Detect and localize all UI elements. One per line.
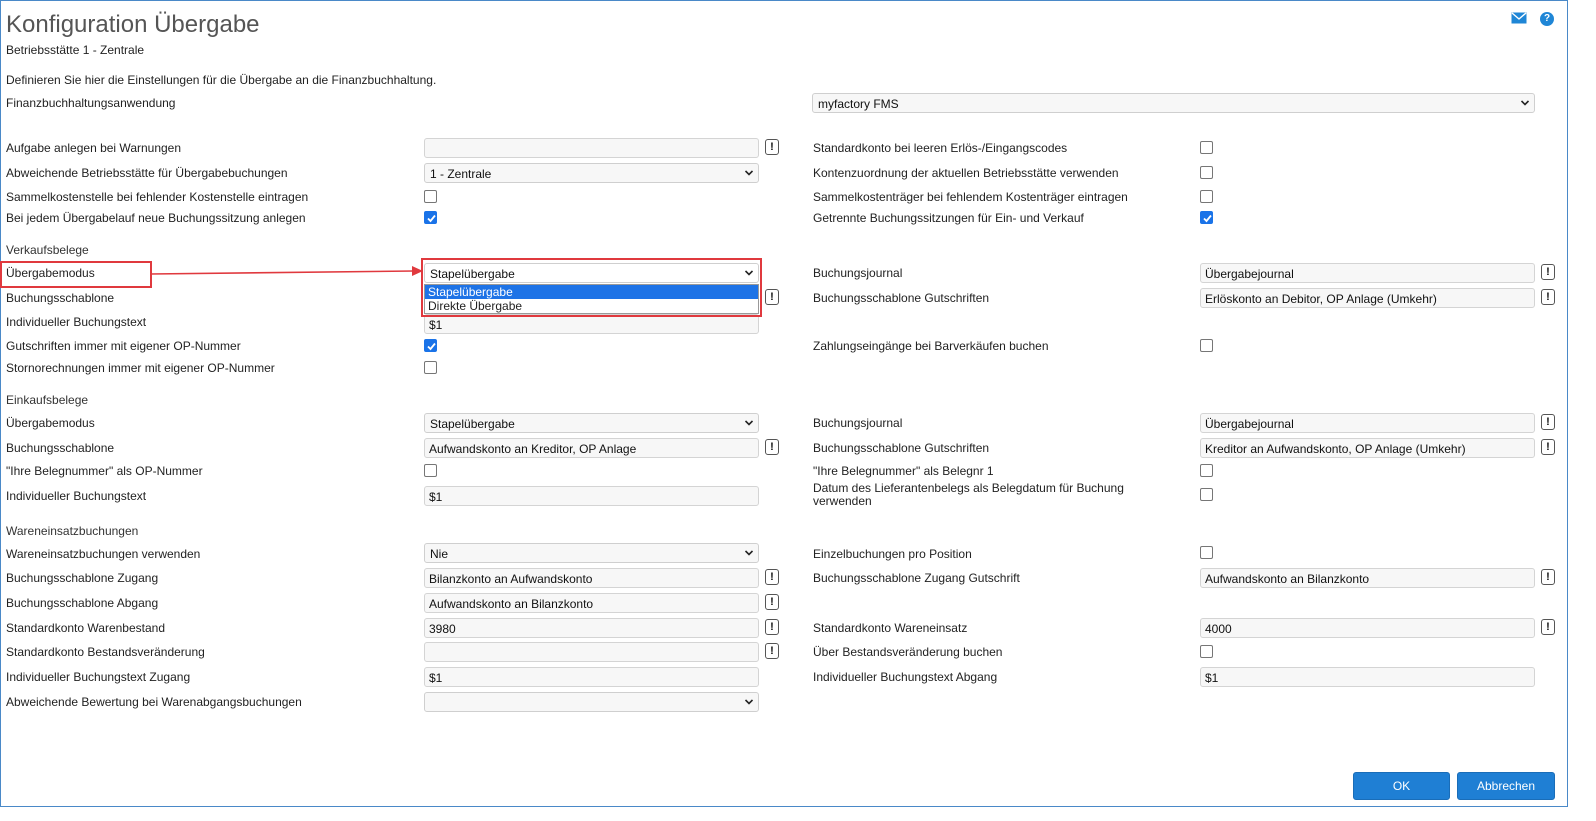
new-session-checkbox[interactable] [424,211,437,224]
change-account-label: Standardkonto Bestandsveränderung [6,645,205,659]
credit-op-checkbox[interactable] [424,339,437,352]
chevron-down-icon [745,169,753,177]
std-account-checkbox[interactable] [1200,141,1213,154]
cancel-button[interactable]: Abbrechen [1457,772,1555,800]
credit-op-label: Gutschriften immer mit eigener OP-Nummer [6,339,241,353]
task-warn-input[interactable] [424,138,759,158]
sales-mode-label: Übergabemodus [6,266,95,280]
sales-template-info-button[interactable]: ! [765,289,779,305]
cash-label: Zahlungseingänge bei Barverkäufen buchen [813,339,1049,353]
sales-mode-value: Stapelübergabe [430,267,515,281]
sales-text-label: Individueller Buchungstext [6,315,147,329]
arrow-icon [150,262,426,282]
supplier-date-label: Datum des Lieferantenbelegs als Belegdatum für Buchung verwenden [813,481,1124,508]
use-account-label: Standardkonto Wareneinsatz [813,621,968,635]
page-subtitle: Betriebsstätte 1 - Zentrale [6,43,145,57]
change-account-input[interactable] [424,642,759,662]
supplier-date-checkbox[interactable] [1200,488,1213,501]
cash-checkbox[interactable] [1200,339,1213,352]
std-account-label: Standardkonto bei leeren Erlös-/Eingangscodes [813,141,1068,155]
purchase-mode-select[interactable] [424,413,759,433]
intro-text: Definieren Sie hier die Einstellungen für die Übergabe an die Finanzbuchhaltung. [6,73,437,87]
goods-use-select[interactable] [424,543,759,563]
task-warn-info-button[interactable]: ! [765,139,779,155]
text-out-input[interactable]: $1 [1200,667,1535,687]
sales-mode-option[interactable]: Stapelübergabe [425,285,758,299]
alt-rating-label: Abweichende Bewertung bei Warenabgangsbuchungen [6,695,302,709]
chevron-down-icon [745,269,753,277]
your-doc-no-checkbox[interactable] [1200,464,1213,477]
your-doc-op-label: "Ihre Belegnummer" als OP-Nummer [6,464,203,478]
in-credit-template-info-button[interactable]: ! [1541,569,1555,585]
sales-text-input[interactable]: $1 [424,314,759,334]
goods-use-label: Wareneinsatzbuchungen verwenden [6,547,201,561]
purchase-mode-label: Übergabemodus [6,416,95,430]
text-in-input[interactable]: $1 [424,667,759,687]
collect-cc-checkbox[interactable] [424,190,437,203]
task-warn-label: Aufgabe anlegen bei Warnungen [6,141,182,155]
separate-sessions-checkbox[interactable] [1200,211,1213,224]
account-assign-label: Kontenzuordnung der aktuellen Betriebsstätte verwenden [813,166,1119,180]
purchase-template-info-button[interactable]: ! [765,439,779,455]
alt-site-label: Abweichende Betriebsstätte für Übergabebuchungen [6,166,288,180]
chevron-down-icon [745,419,753,427]
sales-credit-template-input[interactable]: Erlöskonto an Debitor, OP Anlage (Umkehr) [1200,288,1535,308]
purchase-journal-info-button[interactable]: ! [1541,414,1555,430]
sales-template-label: Buchungsschablone [6,291,115,305]
purchase-journal-input[interactable]: Übergabejournal [1200,413,1535,433]
new-session-label: Bei jedem Übergabelauf neue Buchungssitzung anlegen [6,211,306,225]
purchase-section-heading: Einkaufsbelege [6,393,89,407]
goods-in-template-input[interactable]: Bilanzkonto an Aufwandskonto [424,568,759,588]
purchase-credit-template-info-button[interactable]: ! [1541,439,1555,455]
purchase-mode-value: Stapelübergabe [430,417,515,431]
goods-in-template-info-button[interactable]: ! [765,569,779,585]
stock-account-info-button[interactable]: ! [765,619,779,635]
collect-ct-label: Sammelkostenträger bei fehlendem Kostenträger eintragen [813,190,1128,204]
sales-credit-template-info-button[interactable]: ! [1541,289,1555,305]
sales-mode-select[interactable] [424,263,759,283]
alt-rating-select[interactable] [424,692,759,712]
purchase-template-label: Buchungsschablone [6,441,115,455]
storno-op-checkbox[interactable] [424,361,437,374]
your-doc-no-label: "Ihre Belegnummer" als Belegnr 1 [813,464,994,478]
sales-credit-template-label: Buchungsschablone Gutschriften [813,291,990,305]
in-credit-template-label: Buchungsschablone Zugang Gutschrift [813,571,1020,585]
goods-in-template-label: Buchungsschablone Zugang [6,571,159,585]
change-account-info-button[interactable]: ! [765,643,779,659]
chevron-down-icon [745,549,753,557]
text-out-label: Individueller Buchungstext Abgang [813,670,998,684]
sales-journal-label: Buchungsjournal [813,266,903,280]
account-assign-checkbox[interactable] [1200,166,1213,179]
purchase-template-input[interactable]: Aufwandskonto an Kreditor, OP Anlage [424,438,759,458]
purchase-credit-template-input[interactable]: Kreditor an Aufwandskonto, OP Anlage (Umkehr) [1200,438,1535,458]
purchase-credit-template-label: Buchungsschablone Gutschriften [813,441,990,455]
purchase-journal-label: Buchungsjournal [813,416,903,430]
via-change-checkbox[interactable] [1200,645,1213,658]
alt-site-value: 1 - Zentrale [430,167,492,181]
single-checkbox[interactable] [1200,546,1213,559]
stock-account-input[interactable]: 3980 [424,618,759,638]
checkmark-icon [1202,213,1213,224]
purchase-text-input[interactable]: $1 [424,486,759,506]
mail-icon[interactable] [1511,12,1527,26]
text-in-label: Individueller Buchungstext Zugang [6,670,191,684]
separate-sessions-label: Getrennte Buchungssitzungen für Ein- und Verkauf [813,211,1084,225]
checkmark-icon [426,213,437,224]
single-label: Einzelbuchungen pro Position [813,547,972,561]
goods-section-heading: Wareneinsatzbuchungen [6,524,139,538]
your-doc-op-checkbox[interactable] [424,464,437,477]
stock-account-label: Standardkonto Warenbestand [6,621,165,635]
help-icon[interactable]: ? [1540,12,1554,26]
page-title: Konfiguration Übergabe [6,11,260,38]
use-account-info-button[interactable]: ! [1541,619,1555,635]
goods-out-template-label: Buchungsschablone Abgang [6,596,159,610]
goods-out-template-input[interactable]: Aufwandskonto an Bilanzkonto [424,593,759,613]
collect-cc-label: Sammelkostenstelle bei fehlender Kostenstelle eintragen [6,190,309,204]
purchase-text-label: Individueller Buchungstext [6,489,147,503]
checkmark-icon [426,341,437,352]
goods-out-template-info-button[interactable]: ! [765,594,779,610]
via-change-label: Über Bestandsveränderung buchen [813,645,1003,659]
fibu-app-select[interactable] [812,93,1535,113]
fibu-app-label: Finanzbuchhaltungsanwendung [6,96,176,110]
goods-use-value: Nie [430,547,449,561]
chevron-down-icon [1521,99,1529,107]
sales-section-heading: Verkaufsbelege [6,243,89,257]
chevron-down-icon [745,698,753,706]
sales-journal-input[interactable]: Übergabejournal [1200,263,1535,283]
use-account-input[interactable]: 4000 [1200,618,1535,638]
sales-mode-dropdown [424,284,759,314]
ok-button[interactable]: OK [1353,772,1450,800]
fibu-app-value: myfactory FMS [818,97,899,111]
collect-ct-checkbox[interactable] [1200,190,1213,203]
storno-op-label: Stornorechnungen immer mit eigener OP-Nummer [6,361,275,375]
sales-mode-option[interactable]: Direkte Übergabe [428,299,523,313]
in-credit-template-input[interactable]: Aufwandskonto an Bilanzkonto [1200,568,1535,588]
alt-site-select[interactable] [424,163,759,183]
sales-journal-info-button[interactable]: ! [1541,264,1555,280]
